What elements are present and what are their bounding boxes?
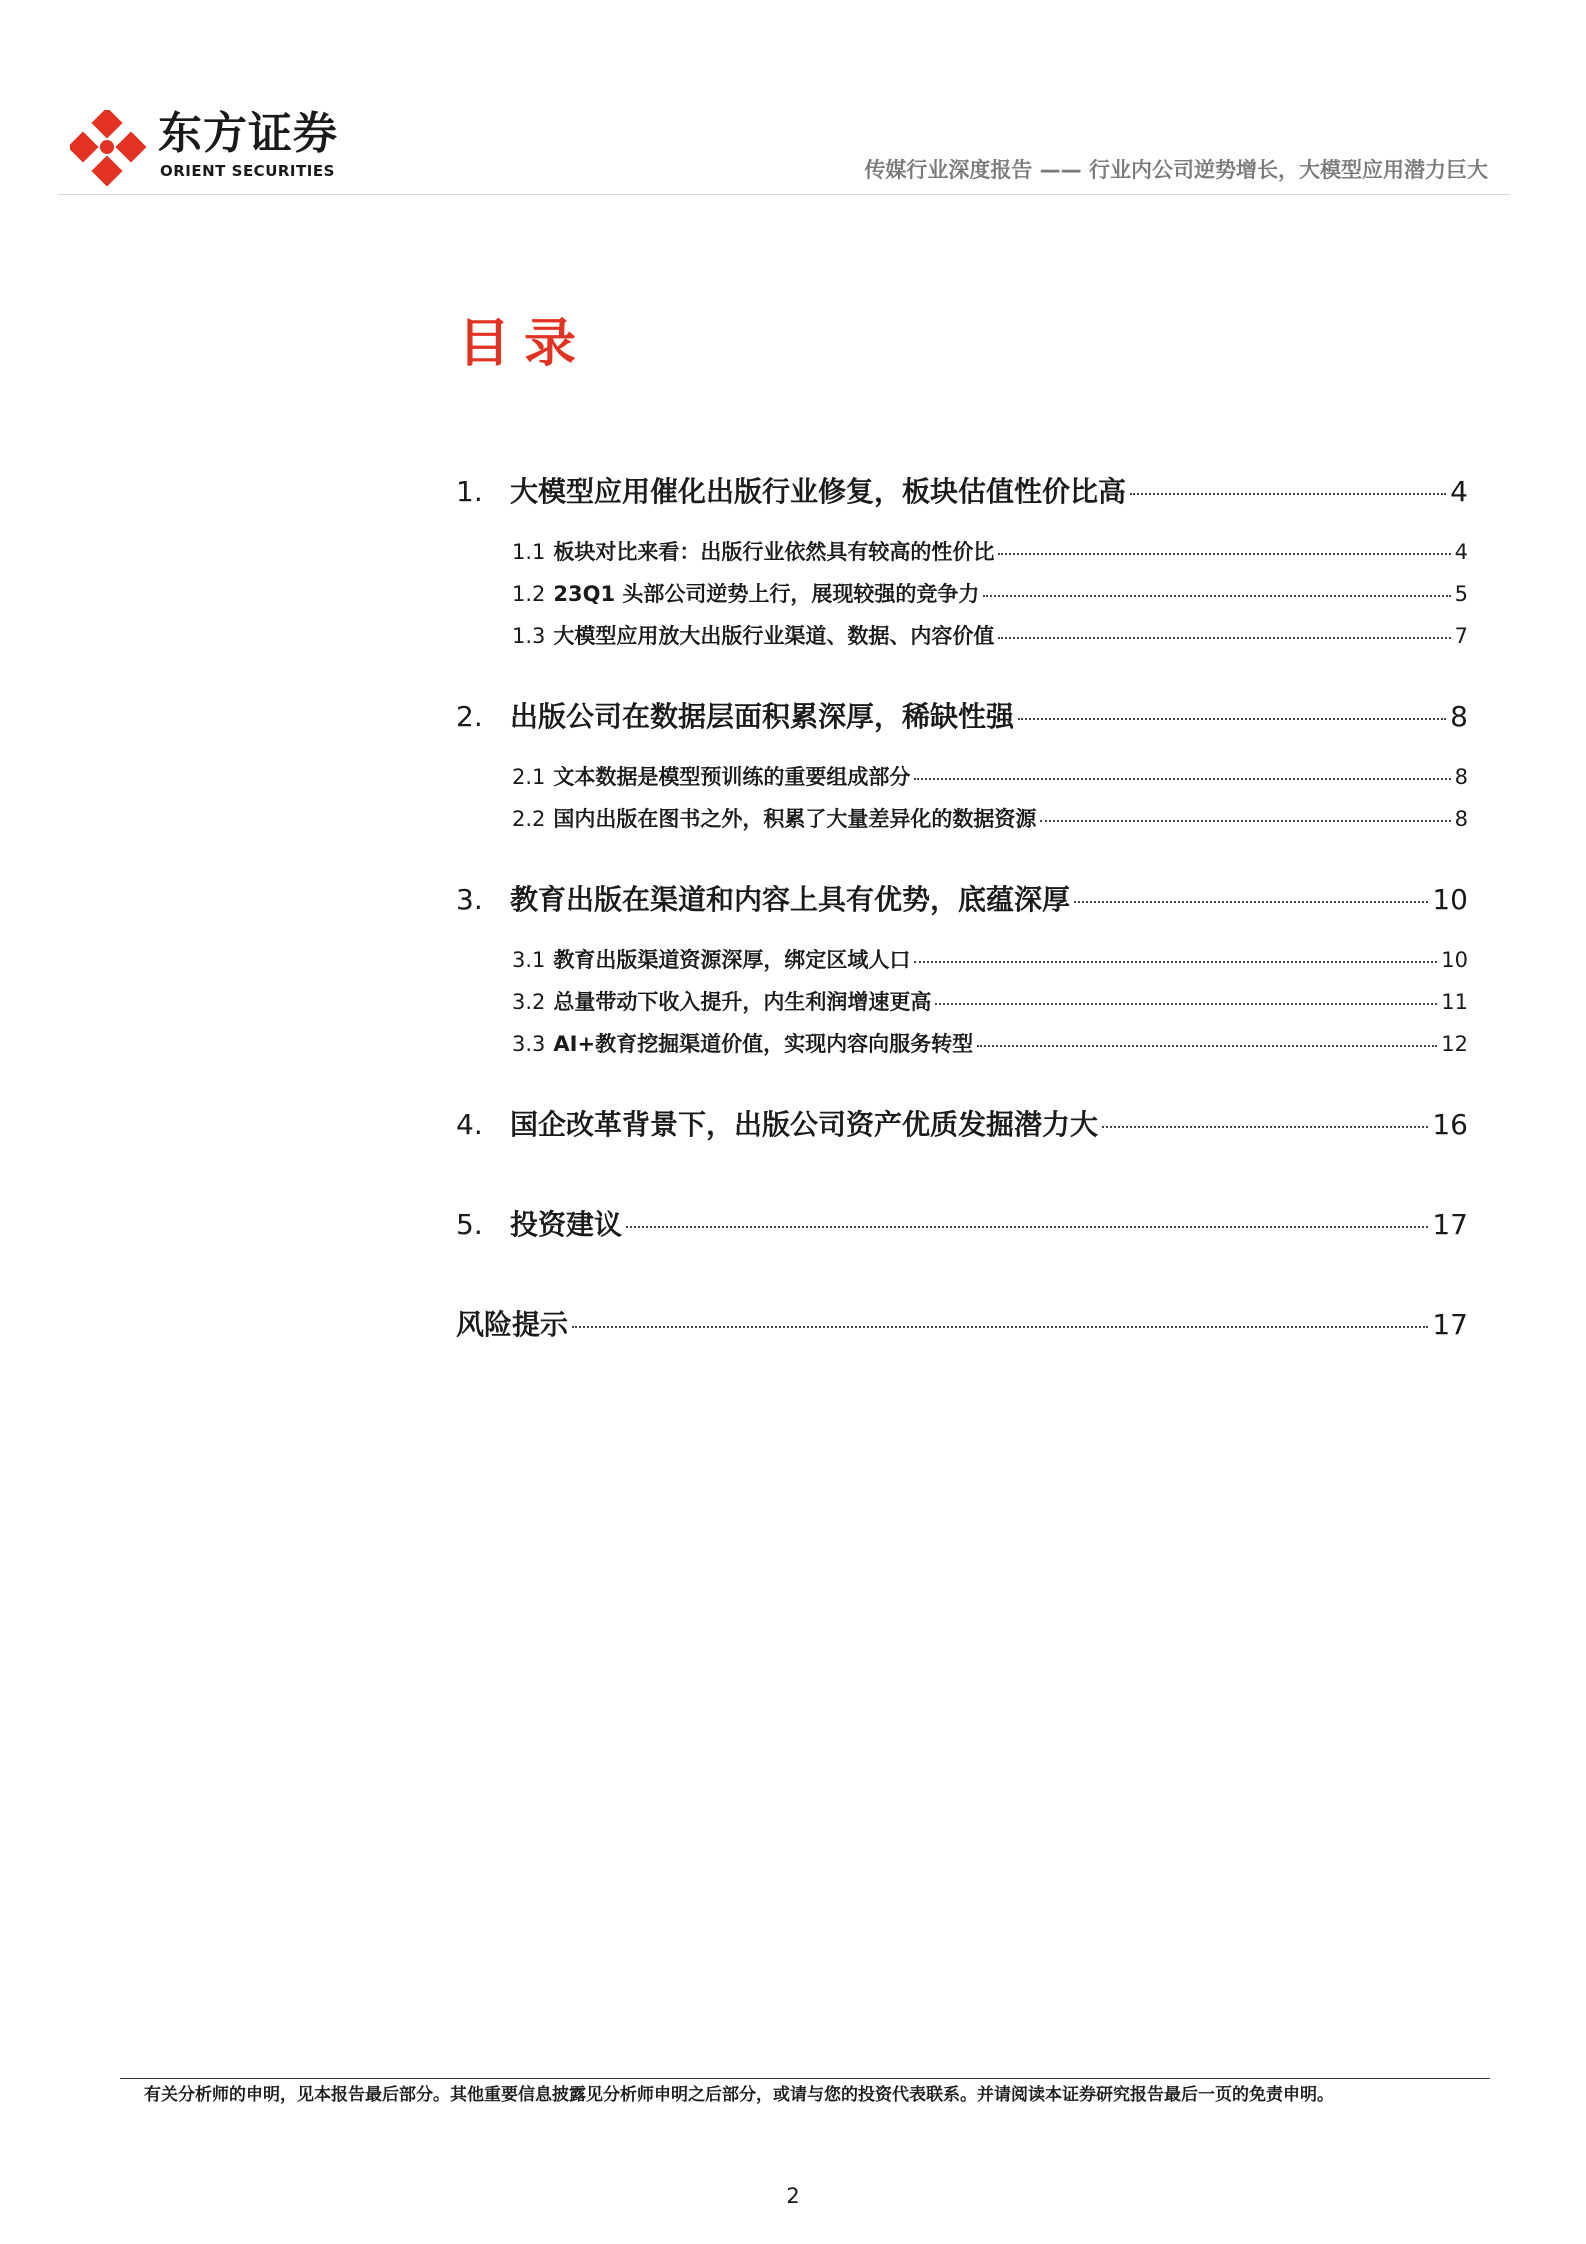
toc-leader-dots (977, 1045, 1437, 1047)
toc-entry-page: 5 (1454, 582, 1468, 606)
toc-entry-title: AI+教育挖掘渠道价值，实现内容向服务转型 (553, 1032, 974, 1056)
toc-entry[interactable] (456, 761, 1468, 791)
toc-entry-number: 4. (456, 1108, 483, 1141)
toc-leader-dots (1074, 901, 1428, 903)
toc-entry[interactable] (456, 1028, 1468, 1058)
toc-entry[interactable] (456, 536, 1468, 566)
footer-divider (120, 2078, 1490, 2079)
toc-entry-page: 8 (1454, 807, 1468, 831)
toc-entry-number: 1.2 (512, 582, 546, 606)
toc-entry-page: 11 (1441, 990, 1468, 1014)
toc-entry-number: 2.2 (512, 807, 546, 831)
toc-entry-number: 3.2 (512, 990, 546, 1014)
orient-securities-logo-icon (70, 110, 146, 186)
toc-leader-dots (998, 637, 1450, 639)
toc-entry-page: 8 (1450, 700, 1468, 733)
toc-leader-dots (626, 1226, 1428, 1228)
toc-entry[interactable] (456, 1203, 1468, 1243)
toc-entry-number: 1.3 (512, 624, 546, 648)
toc-entry-number: 1.1 (512, 540, 546, 564)
toc-entry-page: 17 (1432, 1308, 1468, 1341)
toc-entry[interactable] (456, 1303, 1468, 1343)
toc-entry-title: 23Q1 头部公司逆势上行，展现较强的竞争力 (553, 582, 980, 606)
toc-entry-title: 大模型应用催化出版行业修复，板块估值性价比高 (510, 475, 1127, 508)
toc-entry[interactable] (456, 578, 1468, 608)
toc-entry[interactable] (456, 470, 1468, 510)
toc-entry-page: 17 (1432, 1208, 1468, 1241)
toc-entry-title: 出版公司在数据层面积累深厚，稀缺性强 (510, 700, 1015, 733)
toc-leader-dots (1040, 820, 1450, 822)
toc-entry-page: 10 (1432, 883, 1468, 916)
toc-entry-title: 文本数据是模型预训练的重要组成部分 (553, 765, 911, 789)
toc-heading: 目录 (458, 314, 591, 374)
logo-english-name: ORIENT SECURITIES (160, 162, 335, 180)
toc-entry-title: 教育出版渠道资源深厚，绑定区域人口 (553, 948, 911, 972)
toc-entry-number: 3.1 (512, 948, 546, 972)
toc-entry[interactable] (456, 1103, 1468, 1143)
toc-entry[interactable] (456, 944, 1468, 974)
toc-entry-page: 10 (1441, 948, 1468, 972)
toc-leader-dots (914, 778, 1450, 780)
toc-leader-dots (935, 1003, 1437, 1005)
toc-entry-title: 风险提示 (456, 1308, 569, 1341)
footer-disclaimer: 有关分析师的申明，见本报告最后部分。其他重要信息披露见分析师申明之后部分，或请与您的投资代表联系。并请阅读本证券研究报告最后一页的免责申明。 (144, 2085, 1334, 2105)
toc-entry-title: 大模型应用放大出版行业渠道、数据、内容价值 (553, 624, 995, 648)
toc-entry-page: 4 (1450, 475, 1468, 508)
toc-entry-page: 16 (1432, 1108, 1468, 1141)
page-number: 2 (786, 2184, 800, 2208)
toc-entry-number: 3.3 (512, 1032, 546, 1056)
toc-entry-number: 1. (456, 475, 483, 508)
company-logo (70, 108, 360, 188)
toc-entry-page: 4 (1454, 540, 1468, 564)
toc-entry-title: 国企改革背景下，出版公司资产优质发掘潜力大 (510, 1108, 1099, 1141)
toc-entry-page: 8 (1454, 765, 1468, 789)
toc-entry-number: 3. (456, 883, 483, 916)
toc-entry-title: 总量带动下收入提升，内生利润增速更高 (553, 990, 932, 1014)
logo-chinese-name: 东方证券 (158, 108, 338, 159)
toc-leader-dots (983, 595, 1450, 597)
toc-entry[interactable] (456, 986, 1468, 1016)
toc-entry-title: 投资建议 (510, 1208, 623, 1241)
toc-leader-dots (914, 961, 1437, 963)
toc-entry-number: 2. (456, 700, 483, 733)
toc-leader-dots (572, 1326, 1428, 1328)
toc-leader-dots (1018, 718, 1446, 720)
toc-entry-number: 2.1 (512, 765, 546, 789)
toc-entry[interactable] (456, 803, 1468, 833)
toc-leader-dots (1130, 493, 1446, 495)
toc-entry-title: 板块对比来看：出版行业依然具有较高的性价比 (553, 540, 995, 564)
toc-entry[interactable] (456, 878, 1468, 918)
toc-entry-page: 7 (1454, 624, 1468, 648)
toc-entry-number: 5. (456, 1208, 483, 1241)
toc-leader-dots (998, 553, 1450, 555)
toc-entry[interactable] (456, 620, 1468, 650)
header-divider (58, 194, 1510, 195)
toc-entry-title: 国内出版在图书之外，积累了大量差异化的数据资源 (553, 807, 1037, 831)
toc-entry-title: 教育出版在渠道和内容上具有优势，底蕴深厚 (510, 883, 1071, 916)
toc-entry[interactable] (456, 695, 1468, 735)
toc-entry-page: 12 (1441, 1032, 1468, 1056)
report-header-title: 传媒行业深度报告 —— 行业内公司逆势增长，大模型应用潜力巨大 (864, 158, 1488, 182)
toc-leader-dots (1102, 1126, 1428, 1128)
